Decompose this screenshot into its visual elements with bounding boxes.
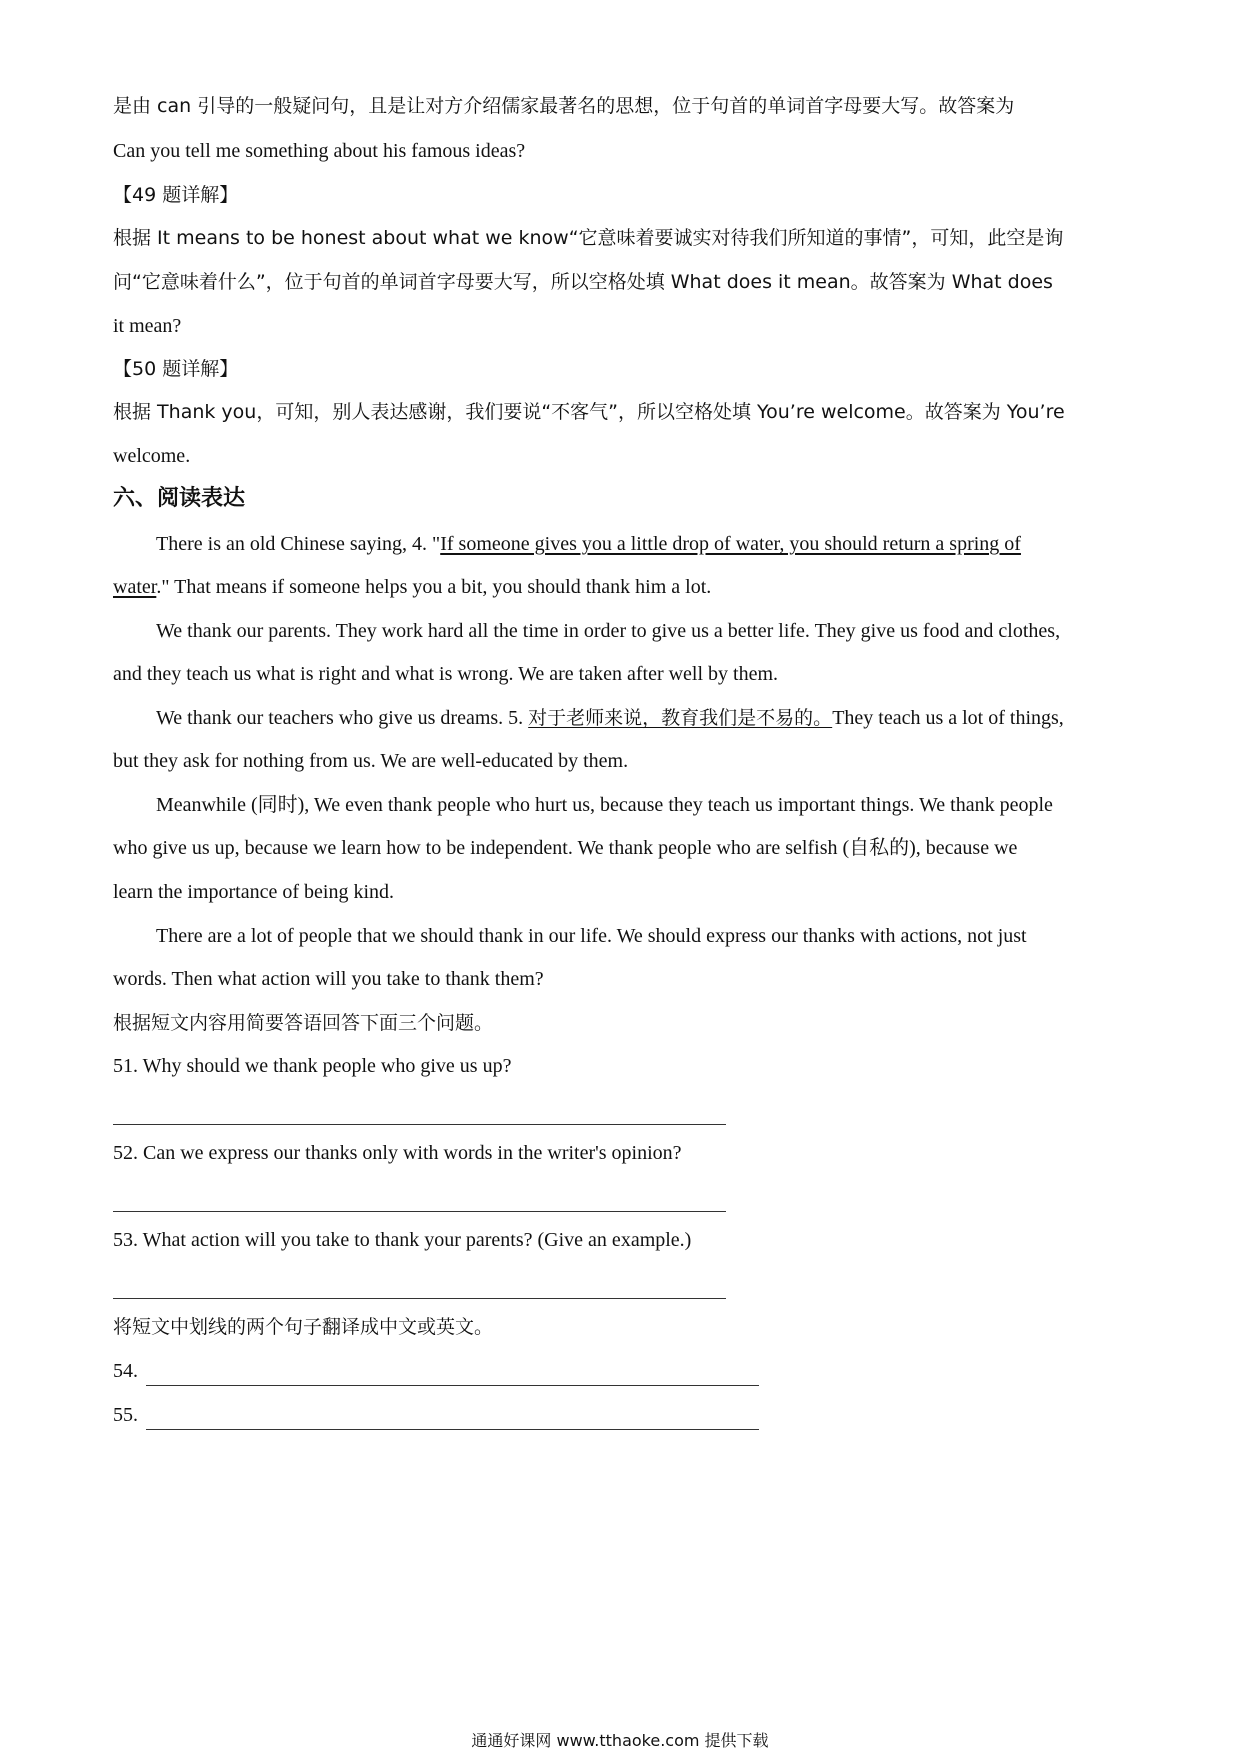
page-footer: 通通好课网 www.tthaoke.com 提供下载 [471, 1731, 769, 1750]
answer-blank-51[interactable] [113, 1124, 726, 1125]
q49-line-3: it mean? [113, 315, 182, 337]
prev-answer-line-2: Can you tell me something about his famous ideas? [113, 140, 526, 162]
section-title: 六、阅读表达 [113, 486, 246, 511]
passage-p3-pre: We thank our teachers who give us dreams. 5. [156, 707, 529, 729]
answer-blank-55[interactable] [146, 1429, 759, 1430]
passage-p3-line-2: but they ask for nothing from us. We are well-educated by them. [113, 750, 629, 772]
question-54-label: 54. [113, 1360, 138, 1382]
passage-p1-post: ." That means if someone helps you a bit, you should thank him a lot. [156, 576, 712, 598]
question-51: 51. Why should we thank people who give us up? [113, 1055, 512, 1077]
passage-p3-post: They teach us a lot of things, [832, 707, 1064, 729]
underlined-sentence-4b: water [113, 576, 157, 598]
question-53: 53. What action will you take to thank your parents? (Give an example.) [113, 1229, 692, 1251]
instruction-translate: 将短文中划线的两个句子翻译成中文或英文。 [113, 1316, 494, 1338]
passage-p4-line-1: Meanwhile (同时), We even thank people who hurt us, because they teach us important things. We thank people [156, 794, 1053, 816]
passage-p5-line-2: words. Then what action will you take to thank them? [113, 968, 544, 990]
passage-p1-line-1 [156, 530, 1021, 558]
underlined-sentence-5: 对于老师来说，教育我们是不易的。 [528, 707, 833, 729]
q50-line-2: welcome. [113, 445, 191, 467]
answer-blank-52[interactable] [113, 1211, 726, 1212]
passage-p4-line-2: who give us up, because we learn how to be independent. We thank people who are selfish (自私的), because we [113, 837, 1018, 859]
question-52: 52. Can we express our thanks only with words in the writer's opinion? [113, 1142, 682, 1164]
q50-line-1: 根据 Thank you，可知，别人表达感谢，我们要说“不客气”，所以空格处填 You’re welcome。故答案为 You’re [113, 401, 1065, 423]
passage-p3-line-1 [156, 704, 1064, 732]
passage-p4-line-3: learn the importance of being kind. [113, 881, 395, 903]
passage-p5-line-1: There are a lot of people that we should thank in our life. We should express our thanks with actions, not just [156, 925, 1027, 947]
answer-blank-53[interactable] [113, 1298, 726, 1299]
underlined-sentence-4a: If someone gives you a little drop of water, you should return a spring of [440, 533, 1021, 555]
instruction-answer-questions: 根据短文内容用简要答语回答下面三个问题。 [113, 1012, 494, 1034]
q49-heading: 【49 题详解】 [113, 184, 239, 206]
answer-blank-54[interactable] [146, 1385, 759, 1386]
q49-line-2: 问“它意味着什么”，位于句首的单词首字母要大写，所以空格处填 What does it mean。故答案为 What does [113, 271, 1053, 293]
passage-p2-line-1: We thank our parents. They work hard all the time in order to give us a better life. They give us food and clothes, [156, 620, 1061, 642]
passage-p1-pre: There is an old Chinese saying, 4. " [156, 533, 441, 555]
question-55-label: 55. [113, 1404, 138, 1426]
passage-p1-line-2 [113, 573, 711, 601]
passage-p2-line-2: and they teach us what is right and what is wrong. We are taken after well by them. [113, 663, 779, 685]
q49-line-1: 根据 It means to be honest about what we know“它意味着要诚实对待我们所知道的事情”，可知，此空是询 [113, 227, 1064, 249]
q50-heading: 【50 题详解】 [113, 358, 239, 380]
prev-answer-line-1: 是由 can 引导的一般疑问句，且是让对方介绍儒家最著名的思想，位于句首的单词首字母要大写。故答案为 [113, 95, 1015, 117]
